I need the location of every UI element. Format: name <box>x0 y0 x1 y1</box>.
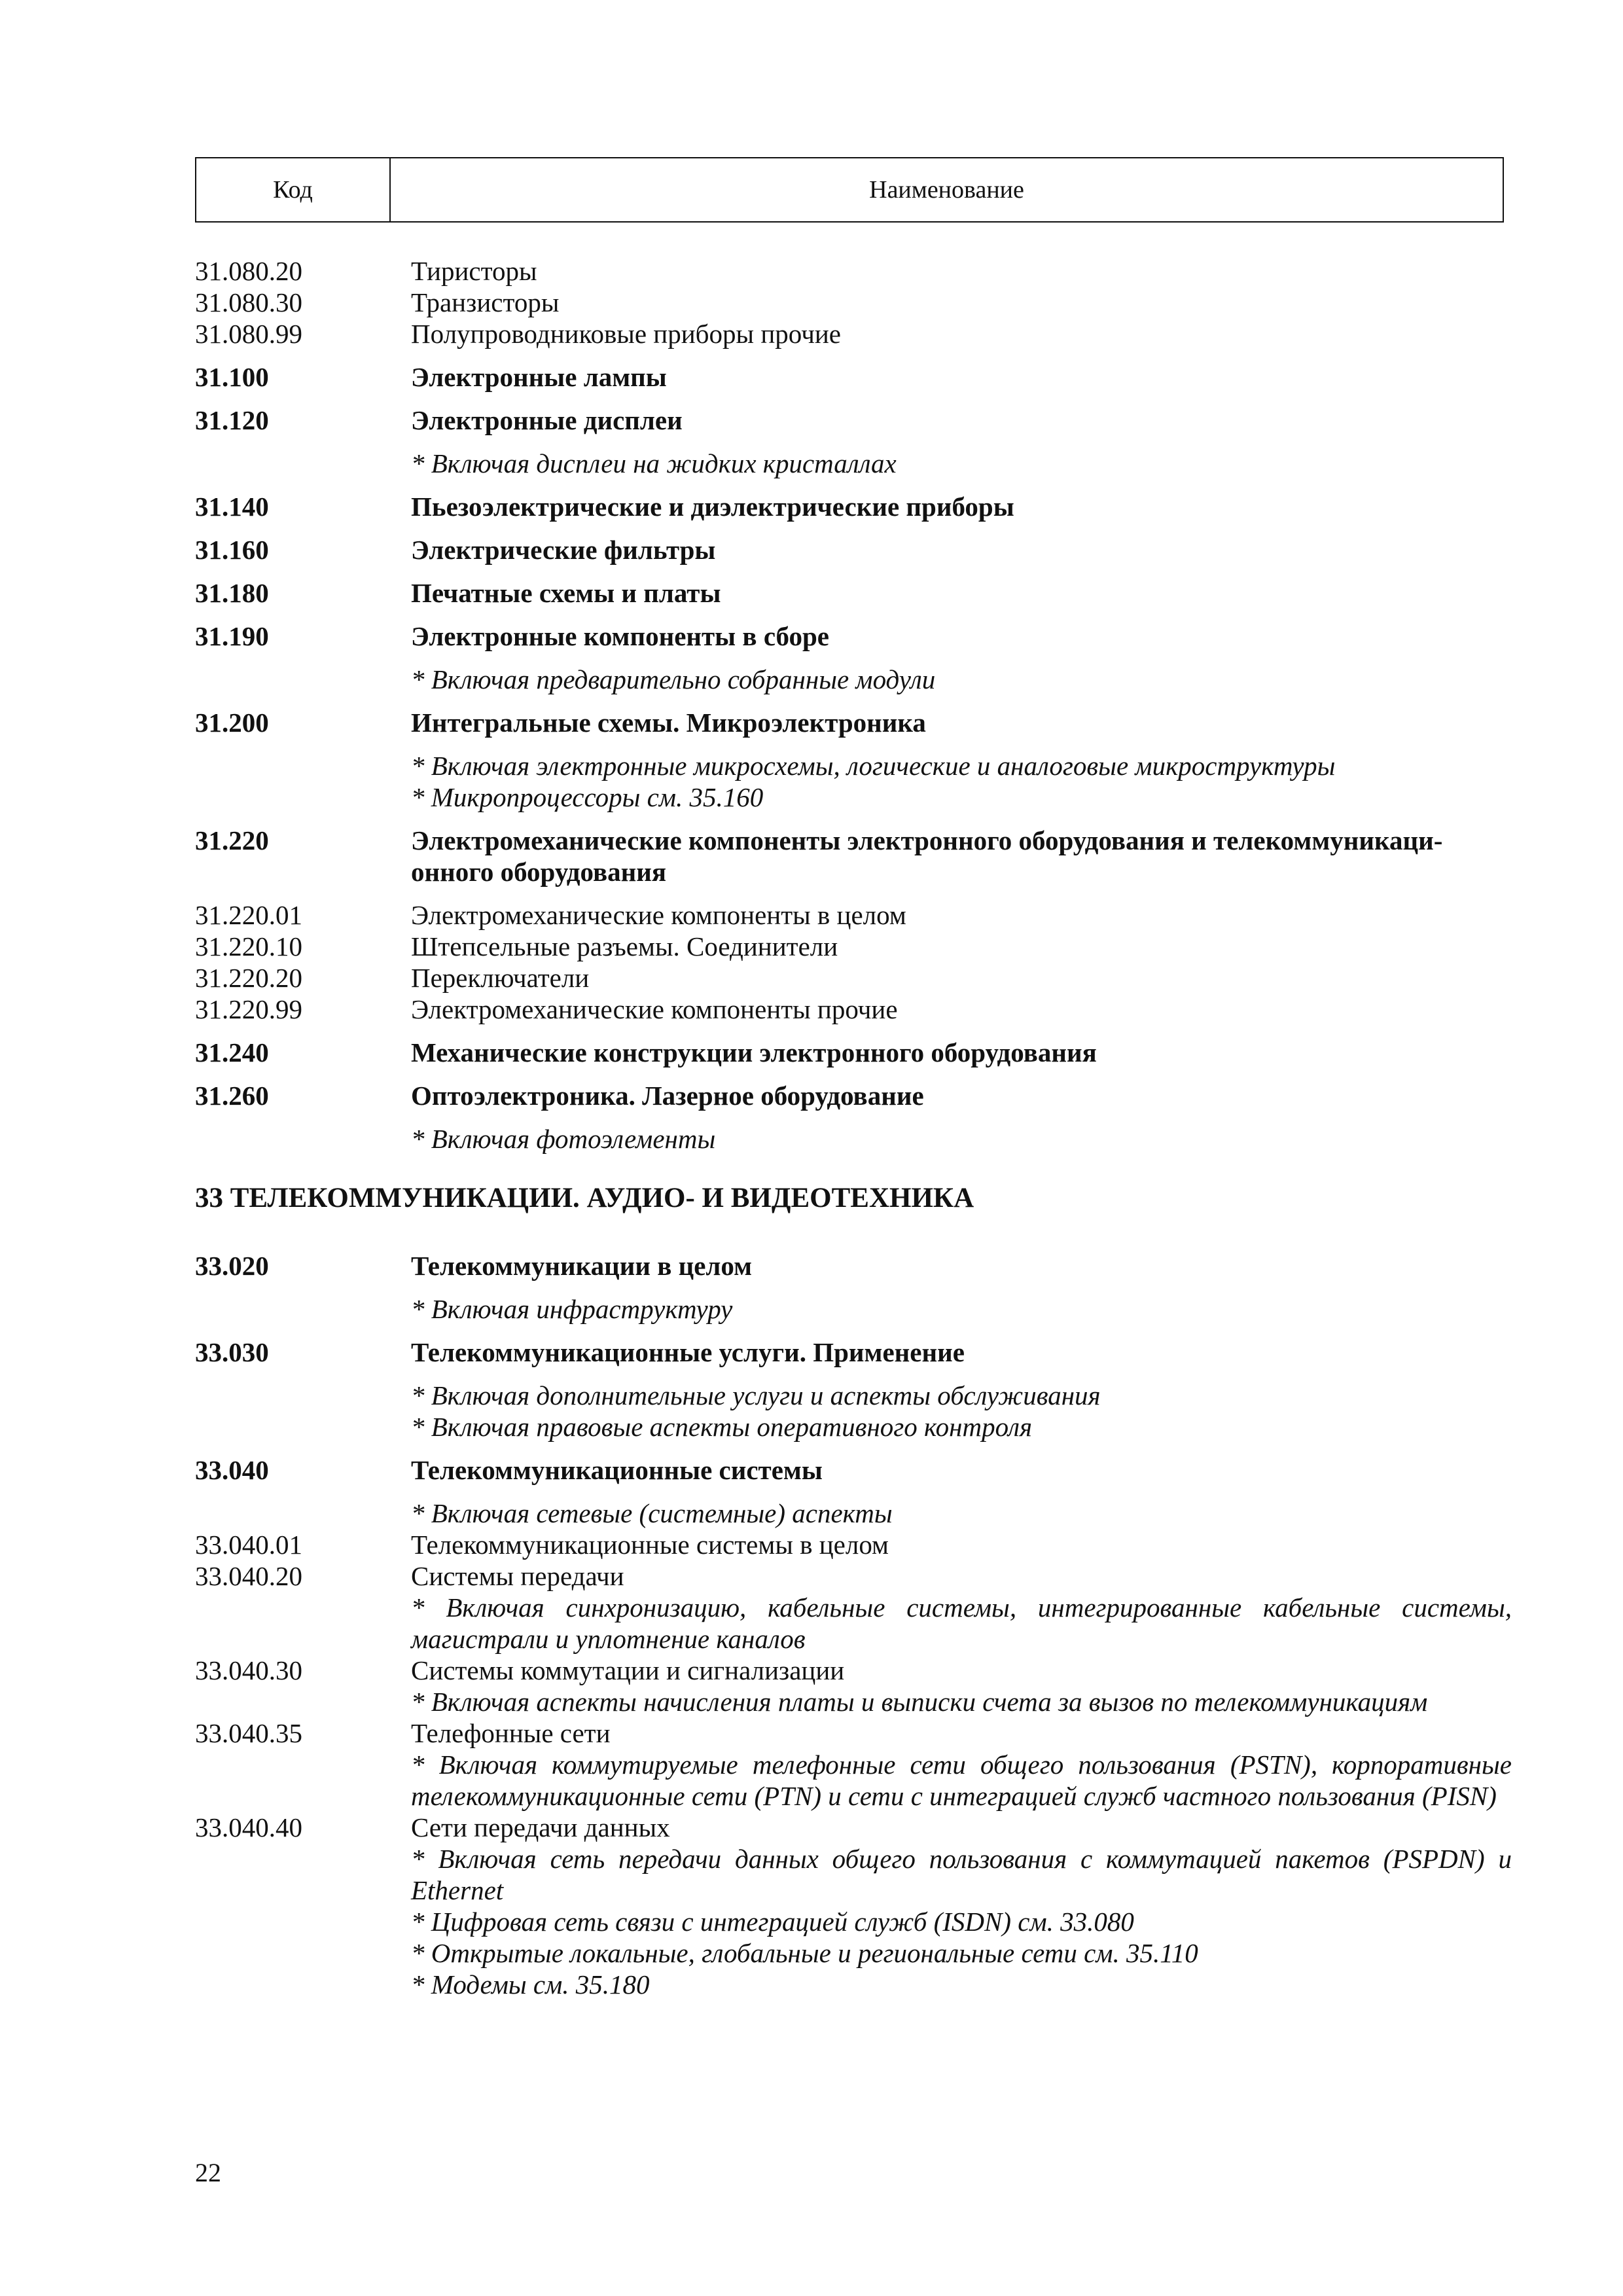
subgroup-row <box>195 318 1512 350</box>
entry-code <box>195 1969 411 2000</box>
entry-code <box>195 1592 411 1655</box>
entry-name: Телекоммуникационные системы <box>411 1455 823 1485</box>
entry-name: Штепсельные разъемы. Соединители <box>411 931 838 961</box>
entry-name: Электронные лампы <box>411 362 667 392</box>
entry-code: 31.180 <box>195 578 269 608</box>
entry-name: Тиристоры <box>411 256 537 286</box>
entry-name: Электромеханические компоненты в целом <box>411 900 906 930</box>
subgroup-row <box>195 1529 1512 1560</box>
entry-code: 33.030 <box>195 1337 269 1367</box>
list-part-33 <box>195 1250 1512 2000</box>
entry-name: Печатные схемы и платы <box>411 578 721 608</box>
entry-code <box>195 664 411 695</box>
group-row <box>195 1037 1512 1068</box>
entry-code <box>195 448 411 479</box>
note-row <box>195 1937 1512 1969</box>
list-part-31 <box>195 255 1512 1155</box>
entry-name: Транзисторы <box>411 287 560 317</box>
entry-code: 31.220.20 <box>195 963 302 993</box>
entry-name: Механические конструкции электронного оборудования <box>411 1037 1097 1067</box>
entry-code: 31.160 <box>195 535 269 565</box>
subgroup-row <box>195 1655 1512 1686</box>
subgroup-row <box>195 1560 1512 1592</box>
entry-name: Электронные компоненты в сборе <box>411 621 829 651</box>
subgroup-row <box>195 931 1512 962</box>
entry-code <box>195 1411 411 1443</box>
entry-code: 31.220.10 <box>195 931 302 961</box>
entry-name: Оптоэлектроника. Лазерное оборудование <box>411 1081 924 1111</box>
subgroup-row <box>195 1717 1512 1749</box>
entry-name: * Включая электронные микросхемы, логические и аналоговые микроструктуры <box>411 751 1336 781</box>
note-row <box>195 1749 1512 1812</box>
note-row <box>195 1592 1512 1655</box>
entry-name: Телекоммуникационные услуги. Применение <box>411 1337 965 1367</box>
entry-name: Переключатели <box>411 963 590 993</box>
note-row <box>195 1293 1512 1325</box>
entry-code: 33.040.20 <box>195 1561 302 1591</box>
group-row <box>195 491 1512 522</box>
entry-code: 33.020 <box>195 1251 269 1281</box>
note-row <box>195 1498 1512 1529</box>
entry-code: 33.040.40 <box>195 1812 302 1842</box>
entry-name: * Включая синхронизацию, кабельные системы, интегрированные кабельные системы, магистрали и уплотнение каналов <box>411 1592 1512 1654</box>
entry-code: 31.220 <box>195 825 269 855</box>
group-row <box>195 1454 1512 1486</box>
entry-code <box>195 1843 411 1906</box>
header-code-label: Код <box>273 176 313 204</box>
entry-code: 31.200 <box>195 708 269 738</box>
entry-name: * Модемы см. 35.180 <box>411 1969 650 2000</box>
entry-name: Системы коммутации и сигнализации <box>411 1655 845 1685</box>
entry-code: 31.080.99 <box>195 319 302 349</box>
entry-name: Электромеханические компоненты прочие <box>411 994 898 1024</box>
entry-code <box>195 781 411 813</box>
note-row <box>195 1123 1512 1155</box>
note-row <box>195 448 1512 479</box>
subgroup-row <box>195 962 1512 994</box>
entry-name: * Включая фотоэлементы <box>411 1124 716 1154</box>
group-row <box>195 1080 1512 1111</box>
page-number: 22 <box>195 2158 221 2187</box>
entry-name: Сети передачи данных <box>411 1812 670 1842</box>
entry-code: 31.080.30 <box>195 287 302 317</box>
entry-code <box>195 750 411 781</box>
note-row <box>195 1906 1512 1937</box>
entry-code: 31.080.20 <box>195 256 302 286</box>
note-row <box>195 750 1512 781</box>
group-row <box>195 404 1512 436</box>
note-row <box>195 1969 1512 2000</box>
entry-code: 33.040.35 <box>195 1718 302 1748</box>
entry-name: * Включая дополнительные услуги и аспекты обслуживания <box>411 1380 1101 1410</box>
group-row <box>195 825 1512 888</box>
entry-code: 33.040 <box>195 1455 269 1485</box>
note-row <box>195 1843 1512 1906</box>
entry-name: * Включая сеть передачи данных общего пользования с коммутацией пакетов (PSPDN) и Ethernet <box>411 1844 1512 1905</box>
entry-code <box>195 1123 411 1155</box>
subgroup-row <box>195 899 1512 931</box>
subgroup-row <box>195 994 1512 1025</box>
group-row <box>195 534 1512 565</box>
entry-name: Электромеханические компоненты электронного оборудования и телекоммуникационного оборудования <box>411 825 1443 887</box>
header-name-label: Наименование <box>869 176 1024 204</box>
note-row <box>195 1686 1512 1717</box>
entry-code <box>195 1686 411 1717</box>
entry-name: * Включая аспекты начисления платы и выписки счета за вызов по телекоммуникациям <box>411 1687 1428 1717</box>
entry-name: Телекоммуникационные системы в целом <box>411 1530 889 1560</box>
group-row <box>195 361 1512 393</box>
entry-name: * Цифровая сеть связи с интеграцией служб (ISDN) см. 33.080 <box>411 1907 1134 1937</box>
entry-code: 31.120 <box>195 405 269 435</box>
entry-code: 33.040.30 <box>195 1655 302 1685</box>
entry-name: * Включая дисплеи на жидких кристаллах <box>411 448 897 478</box>
entry-code <box>195 1293 411 1325</box>
entry-name: Телекоммуникации в целом <box>411 1251 753 1281</box>
subgroup-row <box>195 287 1512 318</box>
entry-name: * Включая правовые аспекты оперативного контроля <box>411 1412 1033 1442</box>
entry-code: 31.140 <box>195 492 269 522</box>
entry-name: Электрические фильтры <box>411 535 716 565</box>
entry-name: Интегральные схемы. Микроэлектроника <box>411 708 926 738</box>
group-row <box>195 620 1512 652</box>
section-title: 33 ТЕЛЕКОММУНИКАЦИИ. АУДИО- И ВИДЕОТЕХНИКА <box>195 1183 974 1213</box>
entry-code: 31.240 <box>195 1037 269 1067</box>
note-row <box>195 1411 1512 1443</box>
group-row <box>195 1336 1512 1368</box>
entry-code: 31.220.99 <box>195 994 302 1024</box>
note-row <box>195 1380 1512 1411</box>
entry-code: 31.100 <box>195 362 269 392</box>
entry-name: Электронные дисплеи <box>411 405 683 435</box>
entry-code <box>195 1749 411 1812</box>
subgroup-row <box>195 255 1512 287</box>
entry-code: 31.220.01 <box>195 900 302 930</box>
entry-name: Системы передачи <box>411 1561 624 1591</box>
group-row <box>195 577 1512 609</box>
entry-name: Телефонные сети <box>411 1718 611 1748</box>
entry-name: * Включая инфраструктуру <box>411 1294 733 1324</box>
entry-name: * Включая сетевые (системные) аспекты <box>411 1498 893 1528</box>
entry-name: * Микропроцессоры см. 35.160 <box>411 782 764 812</box>
entry-name: * Открытые локальные, глобальные и региональные сети см. 35.110 <box>411 1938 1198 1968</box>
entry-code <box>195 1380 411 1411</box>
entry-code: 31.260 <box>195 1081 269 1111</box>
entry-code <box>195 1906 411 1937</box>
entry-name: * Включая коммутируемые телефонные сети общего пользования (PSTN), корпоративные телекоммуникационные сети (PTN) и сети с интеграцией служб частного пользования (PISN) <box>411 1749 1512 1811</box>
group-row <box>195 707 1512 738</box>
entry-name: * Включая предварительно собранные модули <box>411 664 936 694</box>
table-header <box>195 157 1504 223</box>
group-row <box>195 1250 1512 1282</box>
entry-code: 33.040.01 <box>195 1530 302 1560</box>
subgroup-row <box>195 1812 1512 1843</box>
note-row <box>195 664 1512 695</box>
entry-code <box>195 1498 411 1529</box>
entry-name: Пьезоэлектрические и диэлектрические приборы <box>411 492 1014 522</box>
classification-list <box>195 255 1512 2000</box>
entry-name: Полупроводниковые приборы прочие <box>411 319 841 349</box>
note-row <box>195 781 1512 813</box>
entry-code: 31.190 <box>195 621 269 651</box>
entry-code <box>195 1937 411 1969</box>
